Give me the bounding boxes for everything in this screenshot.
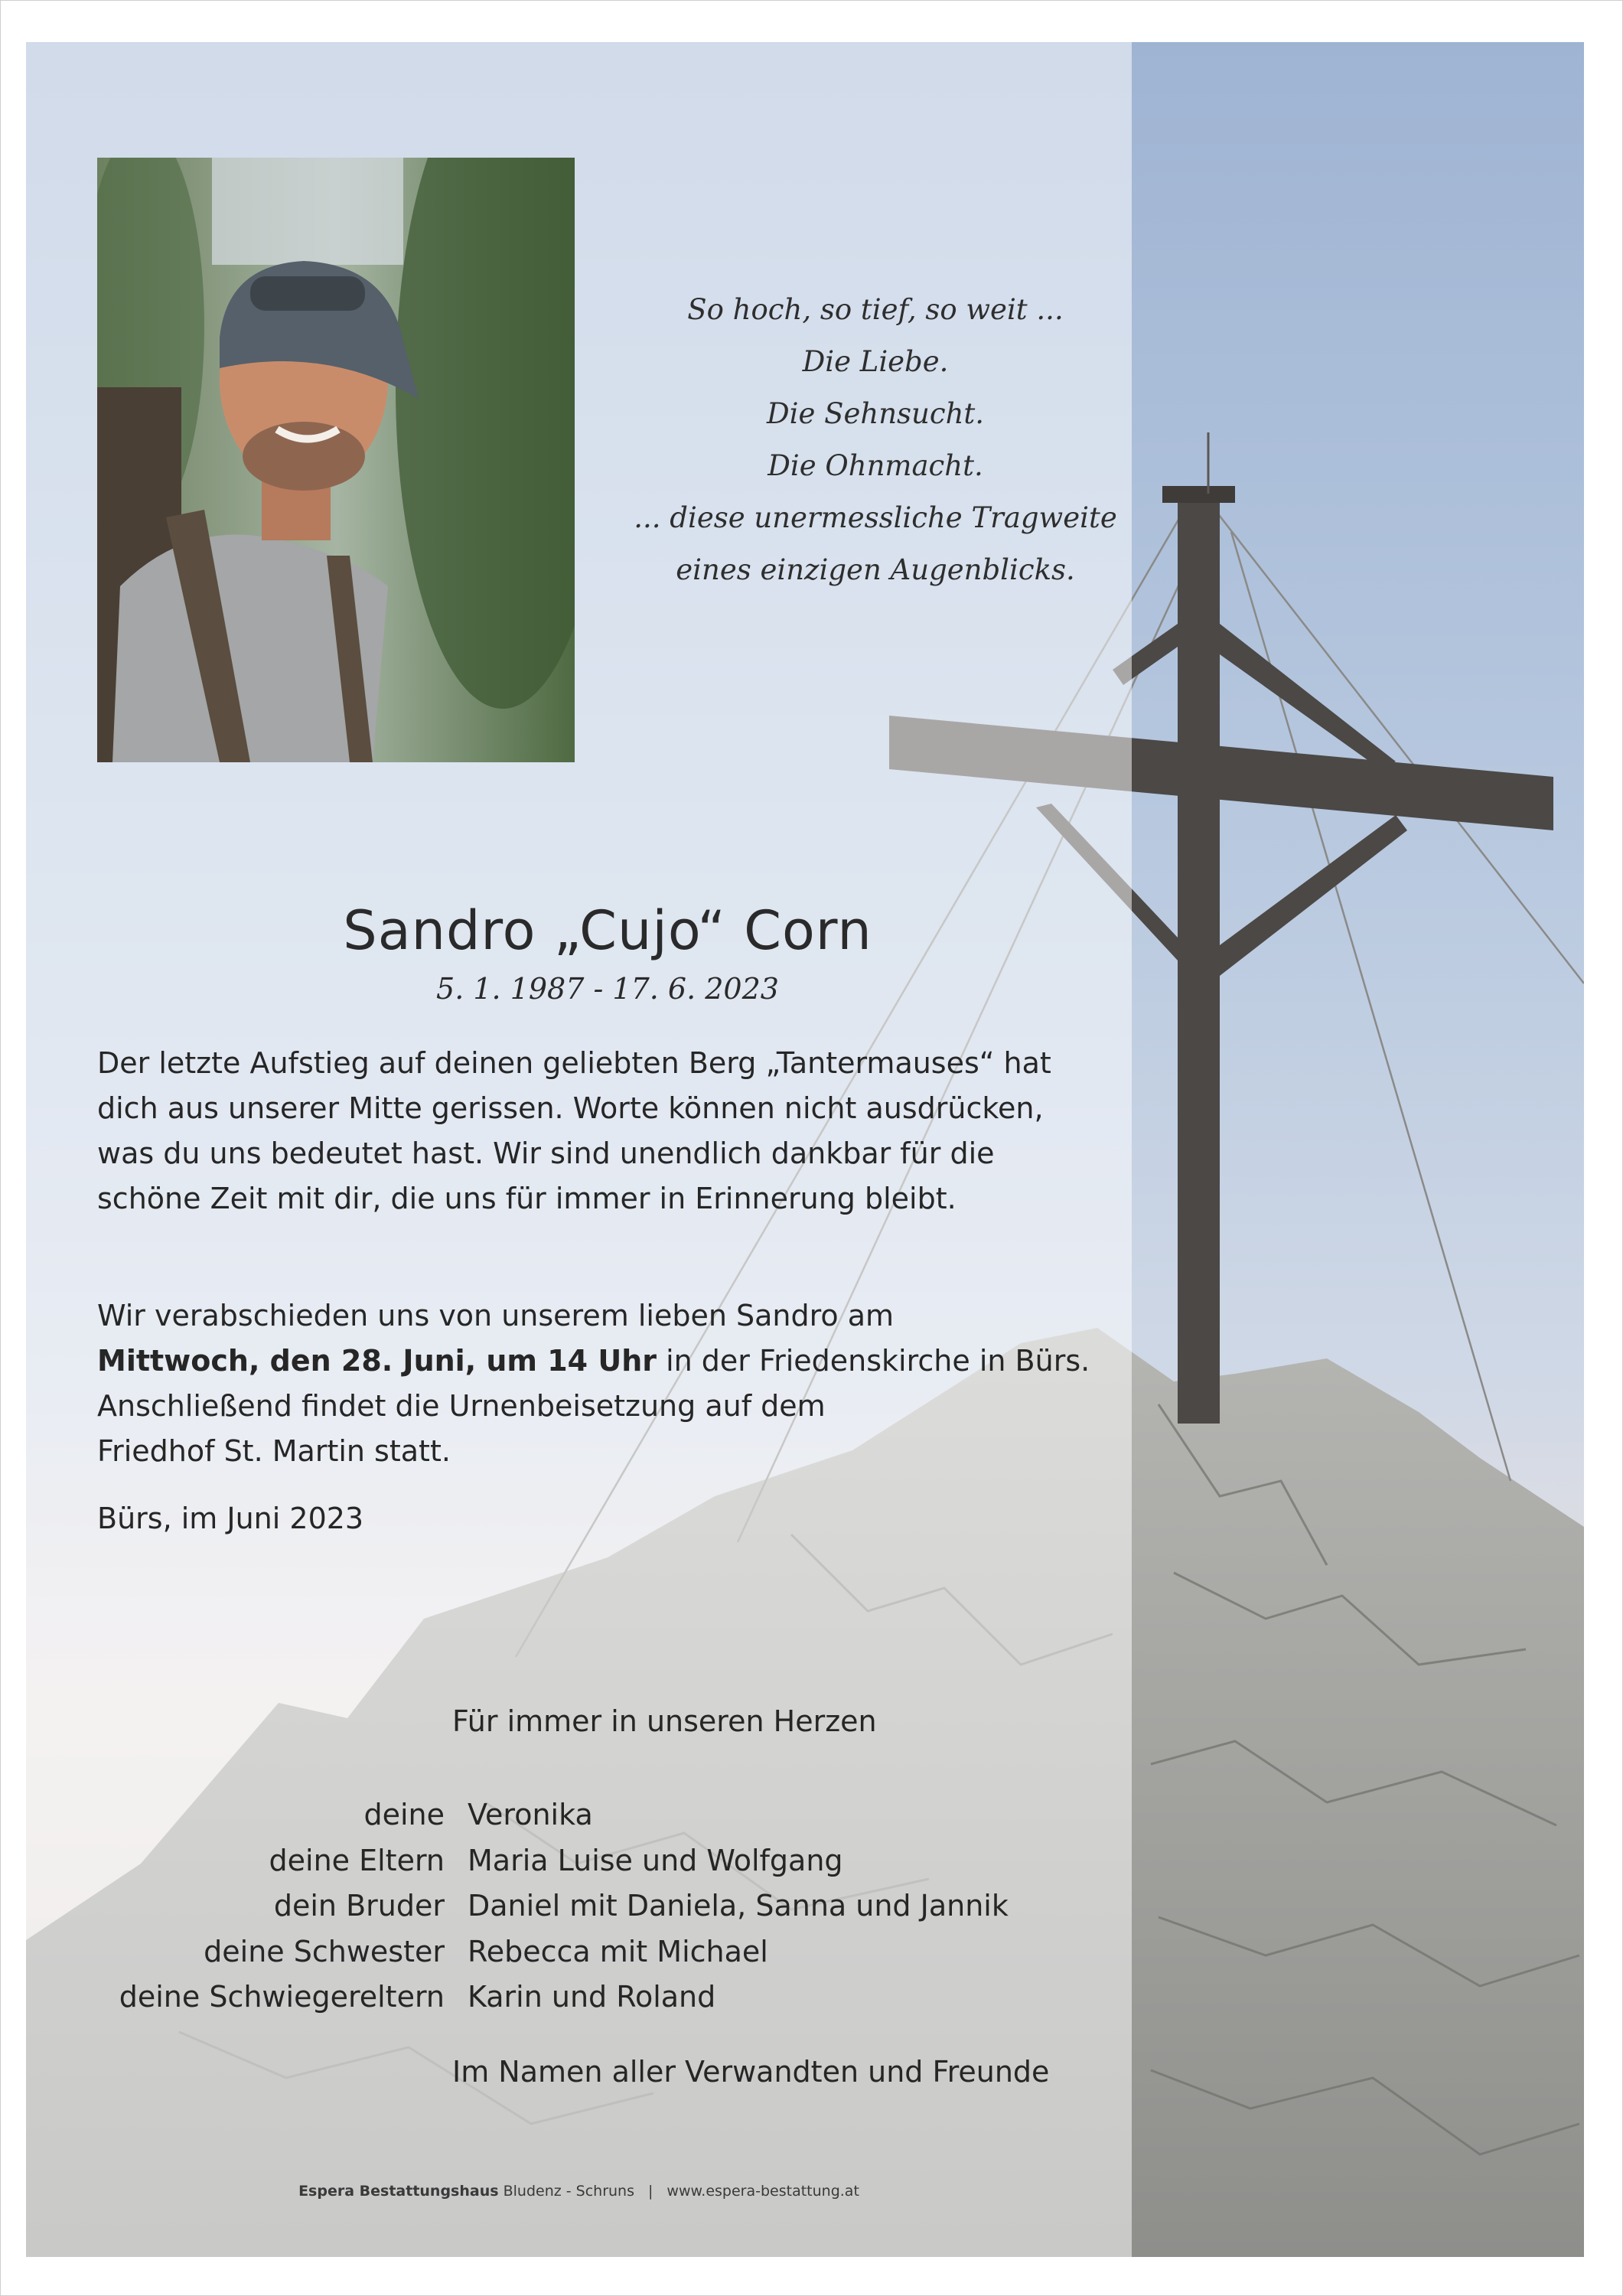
mourner-row [97,1975,1009,2020]
paragraph-line: dich aus unserer Mitte gerissen. Worte können nicht ausdrücken, [97,1091,1044,1125]
quote-line: So hoch, so tief, so weit ... [687,293,1064,326]
regards-line: Im Namen aller Verwandten und Freunde [452,2055,1050,2089]
memorial-quote [615,284,1136,596]
mourner-names: Veronika [468,1798,593,1831]
company-locations: Bludenz - Schruns [498,2183,635,2200]
relation-label: deine [363,1798,445,1831]
mourner-names: Rebecca mit Michael [468,1934,768,1968]
quote-line: Die Ohnmacht. [768,449,983,482]
relation-label: deine Schwiegereltern [119,1980,445,2014]
funeral-date-time: Mittwoch, den 28. Juni, um 14 Uhr [97,1344,657,1378]
mourner-names: Daniel mit Daniela, Sanna und Jannik [468,1889,1009,1923]
relation-label: deine Schwester [204,1934,445,1968]
portrait-photo [97,158,575,762]
paragraph-line: schöne Zeit mit dir, die uns für immer in Erinnerung bleibt. [97,1182,957,1215]
quote-line: eines einzigen Augenblicks. [676,553,1075,586]
place-date [97,1496,1153,1541]
mourner-row [97,1792,1009,1838]
funeral-home-footer [26,2183,1132,2200]
funeral-details-paragraph [97,1293,1153,1474]
funeral-location-text: in der Friedenskirche in Bürs. [657,1344,1090,1378]
quote-line: Die Liebe. [802,345,949,378]
company-name: Espera Bestattungshaus [298,2183,499,2200]
place-date-text: Bürs, im Juni 2023 [97,1502,364,1535]
quote-line: ... diese unermessliche Tragweite [634,501,1117,534]
paragraph-line [97,1339,1153,1384]
paragraph-line: Der letzte Aufstieg auf deinen geliebten Berg „Tantermauses“ hat [97,1046,1051,1080]
mourner-names: Maria Luise und Wolfgang [468,1843,843,1877]
quote-line: Die Sehnsucht. [766,397,985,430]
paragraph-line: Wir verabschieden uns von unserem lieben Sandro am [97,1299,895,1332]
mourner-row [97,1929,1009,1975]
mourner-names: Karin und Roland [468,1980,716,2014]
farewell-paragraph [97,1041,1153,1221]
mourners-list [97,1792,1009,2020]
footer-separator: | [648,2183,653,2200]
closing-line: Für immer in unseren Herzen [452,1704,877,1738]
paragraph-line: Anschließend findet die Urnenbeisetzung auf dem [97,1389,826,1423]
paragraph-line: Friedhof St. Martin statt. [97,1434,451,1468]
mourner-row [97,1838,1009,1884]
deceased-name: Sandro „Cujo“ Corn [343,899,872,962]
relation-label: dein Bruder [273,1889,445,1923]
paragraph-line: was du uns bedeutet hast. Wir sind unendlich dankbar für die [97,1137,995,1170]
obituary-card [26,42,1584,2257]
company-website: www.espera-bestattung.at [666,2183,859,2200]
life-dates: 5. 1. 1987 - 17. 6. 2023 [436,972,779,1006]
relation-label: deine Eltern [269,1843,445,1877]
mourner-row [97,1883,1009,1929]
